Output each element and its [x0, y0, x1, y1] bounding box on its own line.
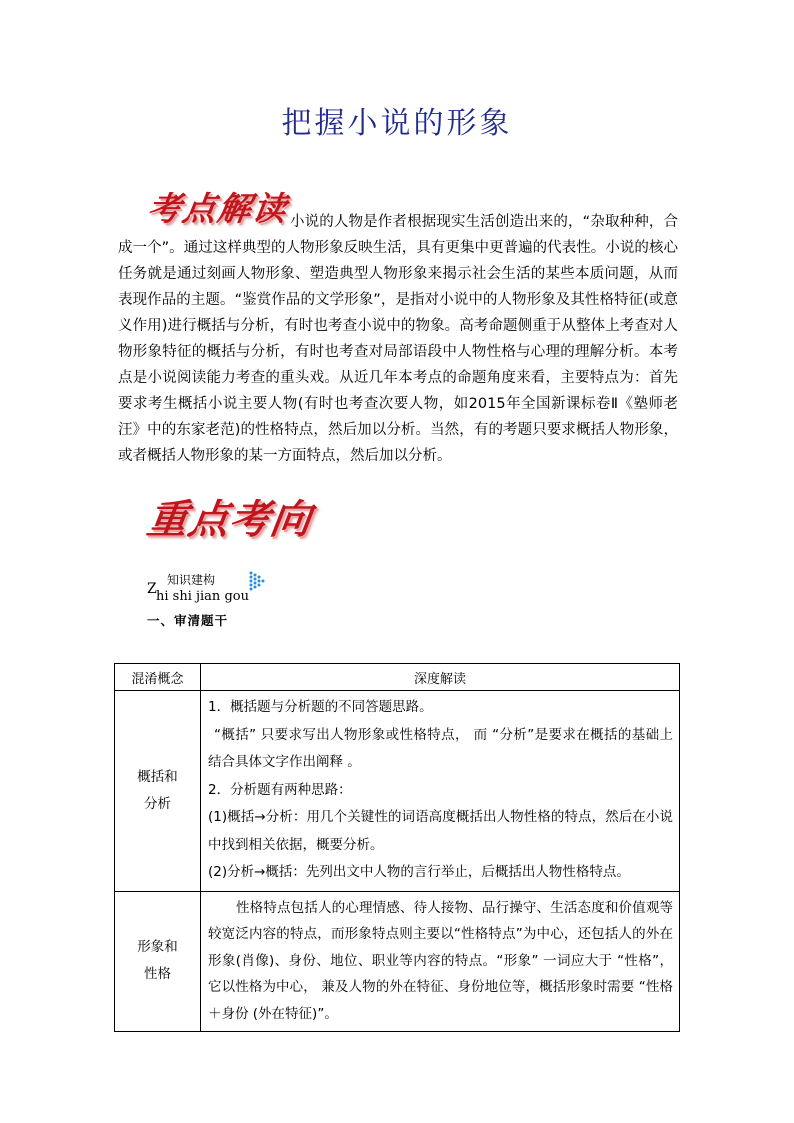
term-line: 形象和: [137, 939, 178, 956]
term-cell: [115, 691, 201, 892]
term-line: 概括和: [137, 768, 178, 785]
detail-cell: [201, 691, 680, 892]
detail-line: (2)分析→概括：先列出文中人物的言行举止，后概括出人物性格特点。: [208, 864, 630, 880]
term-cell: [115, 891, 201, 1032]
detail-line: 2．分析题有两种思路：: [208, 781, 352, 798]
term-line: 性格: [144, 966, 171, 983]
detail-line: “概括” 只要求写出人物形象或性格特点， 而 “分析”是要求在概括的基础上结合具体文字作出阐释 。: [208, 726, 673, 770]
subsection-heading: 一、审清题干: [147, 613, 229, 628]
table-header-detail: 深度解读: [201, 664, 680, 691]
knowledge-chinese: 知识建构: [167, 573, 216, 587]
detail-line: (1)概括→分析：用几个关键性的词语高度概括出人物性格的特点，然后在小说中找到相关依据，概要分析。: [208, 809, 673, 853]
document-title: 把握小说的形象: [281, 106, 513, 141]
chevron-arrows-icon: [248, 570, 266, 594]
intro-paragraph: 小说的人物是作者根据现实生活创造出来的，“杂取种种，合成一个”。通过这样典型的人物形象反映生活，具有更集中更普遍的代表性。小说的核心任务就是通过刻画人物形象、塑造典型人物形象来揭示社会生活的某些本质问题，从而表现作品的主题。“鉴赏作品的文学形象”，是指对小说中的人物形象及其性格特征(或意义作用)进行概括与分析，有时也考查小说中的物象。高考命题侧重于从整体上考查对人物形象特征的概括与分析，有时也考查对局部语段中人物性格与心理的理解分析。本考点是小说阅读能力考查的重头戏。从近几年本考点的命题角度来看，主要特点为：首先要求考生概括小说主要人物(有时也考查次要人物，如2015年全国新课标卷Ⅱ《塾师老汪》中的东家老范)的性格特点，然后加以分析。当然，有的考题只要求概括人物形象，或者概括人物形象的某一方面特点，然后加以分析。: [118, 214, 678, 464]
detail-line: 1．概括题与分析题的不同答题思路。: [208, 699, 433, 715]
section-banner-kaodian-jiedu: 考点解读: [144, 189, 291, 228]
knowledge-initial: Z: [147, 581, 157, 597]
table-row: [115, 891, 680, 1032]
detail-cell: [201, 891, 680, 1032]
table-header-row: [115, 664, 680, 691]
section-banner-zhongdian-kaoxiang: 重点考向: [144, 497, 315, 543]
detail-line: 性格特点包括人的心理情感、待人接物、品行操守、生活态度和价值观等较宽泛内容的特点，而形象特点则主要以“性格特点”为中心，还包括人的外在形象(肖像)、身份、地位、职业等内容的特点。“形象” 一词应大于 “性格”，它以性格为中心， 兼及人物的外在特征、身份地位等，概括形象时需要 “性格＋身份 (外在特征)”。: [208, 899, 673, 1022]
term-line: 分析: [144, 795, 171, 812]
table-header-term: 混淆概念: [115, 664, 201, 691]
table-row: [115, 691, 680, 892]
concepts-table: [114, 663, 680, 1032]
knowledge-pinyin: hi shi jian gou: [156, 589, 249, 604]
knowledge-construction-label: [147, 570, 347, 610]
